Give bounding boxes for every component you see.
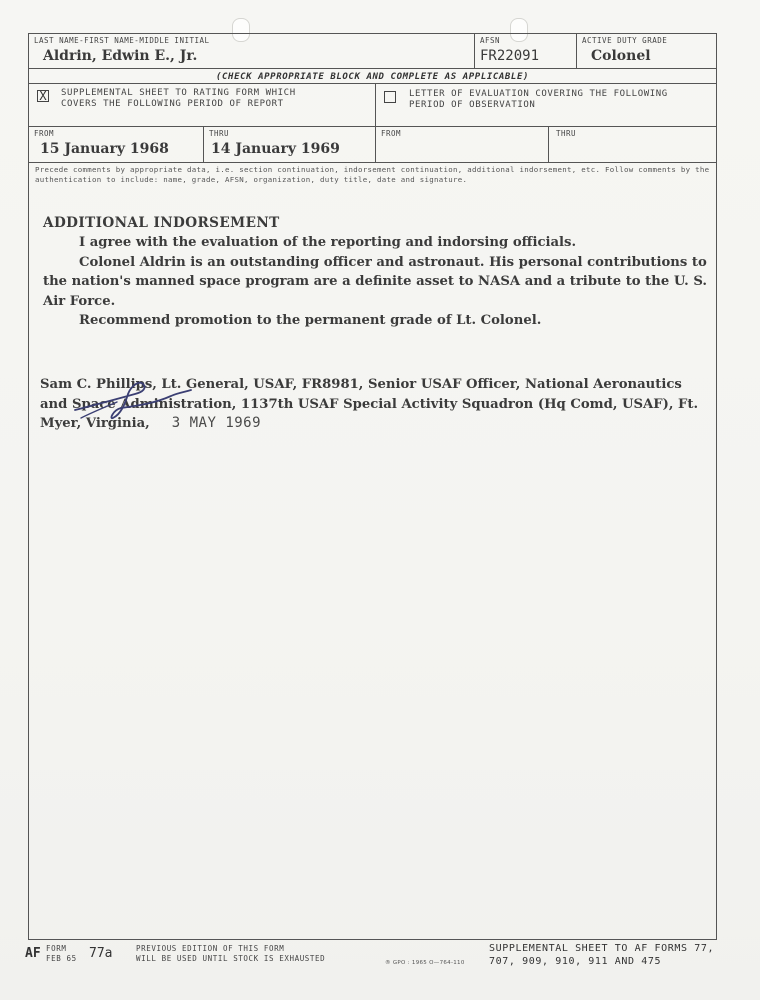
letter-option — [376, 83, 717, 126]
report-from-cell — [29, 126, 204, 162]
indorsement-body — [43, 214, 708, 330]
form-grid — [28, 33, 717, 940]
handwritten-signature — [73, 380, 193, 428]
letter-line-1: LETTER OF EVALUATION COVERING THE FOLLOWING — [409, 89, 668, 99]
report-thru-label: THRU — [209, 129, 230, 138]
letter-option-text — [409, 89, 668, 111]
indorsement-paragraph: Colonel Aldrin is an outstanding officer and astronaut. His personal contributions to the nation's manned space program are a definite asset to NASA and a tribute to the U. S. Air Force. — [43, 254, 707, 309]
name-cell — [29, 34, 475, 68]
supplemental-checkbox[interactable]: X — [37, 90, 49, 102]
divider — [29, 68, 716, 69]
footer-form-date: FEB 65 — [46, 954, 77, 963]
name-value: Aldrin, Edwin E., Jr. — [43, 48, 198, 64]
afsn-value: FR22091 — [480, 48, 540, 64]
report-thru-value: 14 January 1969 — [211, 141, 340, 157]
afsn-cell — [475, 34, 577, 68]
authentication-text: Sam C. Phillips, Lt. General, USAF, FR8981, Senior USAF Officer, National Aeronautics and Space Administration, 1137th USAF Special Activity Squadron (Hq Comd, USAF), Ft. Myer, Virginia, — [40, 377, 699, 432]
date-stamp: 3 MAY 1969 — [171, 415, 262, 432]
indorsement-paragraph: I agree with the evaluation of the reporting and indorsing officials. — [79, 235, 577, 251]
footer-supplemental-line-1: SUPPLEMENTAL SHEET TO AF FORMS 77, — [489, 943, 715, 954]
footer-supplemental-line-2: 707, 909, 910, 911 AND 475 — [489, 956, 662, 967]
footer-gpo: ® GPO : 1965 O—764-110 — [385, 960, 465, 966]
afsn-label: AFSN — [480, 36, 501, 45]
supplemental-option-text — [61, 88, 296, 110]
report-from-value: 15 January 1968 — [40, 141, 169, 157]
grade-cell — [577, 34, 717, 68]
observation-from-cell — [376, 126, 549, 162]
name-label: LAST NAME-FIRST NAME-MIDDLE INITIAL — [34, 36, 210, 45]
footer-edition-line-1: PREVIOUS EDITION OF THIS FORM — [136, 944, 285, 953]
observation-thru-label: THRU — [556, 129, 577, 138]
footer-form-label: FORM — [46, 944, 67, 953]
check-instruction: (CHECK APPROPRIATE BLOCK AND COMPLETE AS APPLICABLE) — [216, 72, 529, 82]
instructions-text: Precede comments by appropriate data, i.e. section continuation, indorsement continuation, additional indorsement, etc. Follow comments by the authentication to include: name, grade, AFSN, organization, duty title, date and signature. — [35, 165, 710, 184]
footer-supplemental — [489, 942, 714, 968]
letter-checkbox[interactable] — [384, 91, 396, 103]
indorsement-heading: ADDITIONAL INDORSEMENT — [43, 215, 280, 231]
footer-form-number: 77a — [89, 946, 113, 961]
divider — [29, 162, 716, 163]
supplemental-option — [29, 83, 376, 126]
report-from-label: FROM — [34, 129, 55, 138]
grade-label: ACTIVE DUTY GRADE — [582, 36, 668, 45]
supplemental-line-1: SUPPLEMENTAL SHEET TO RATING FORM WHICH — [61, 88, 296, 98]
indorsement-paragraph: Recommend promotion to the permanent grade of Lt. Colonel. — [79, 313, 542, 329]
observation-from-label: FROM — [381, 129, 402, 138]
grade-value: Colonel — [591, 48, 651, 64]
letter-line-2: PERIOD OF OBSERVATION — [409, 100, 536, 110]
supplemental-line-2: COVERS THE FOLLOWING PERIOD OF REPORT — [61, 99, 284, 109]
footer-af: AF — [25, 946, 41, 961]
observation-thru-cell — [549, 126, 717, 162]
report-thru-cell — [204, 126, 376, 162]
footer-edition-line-2: WILL BE USED UNTIL STOCK IS EXHAUSTED — [136, 954, 326, 963]
